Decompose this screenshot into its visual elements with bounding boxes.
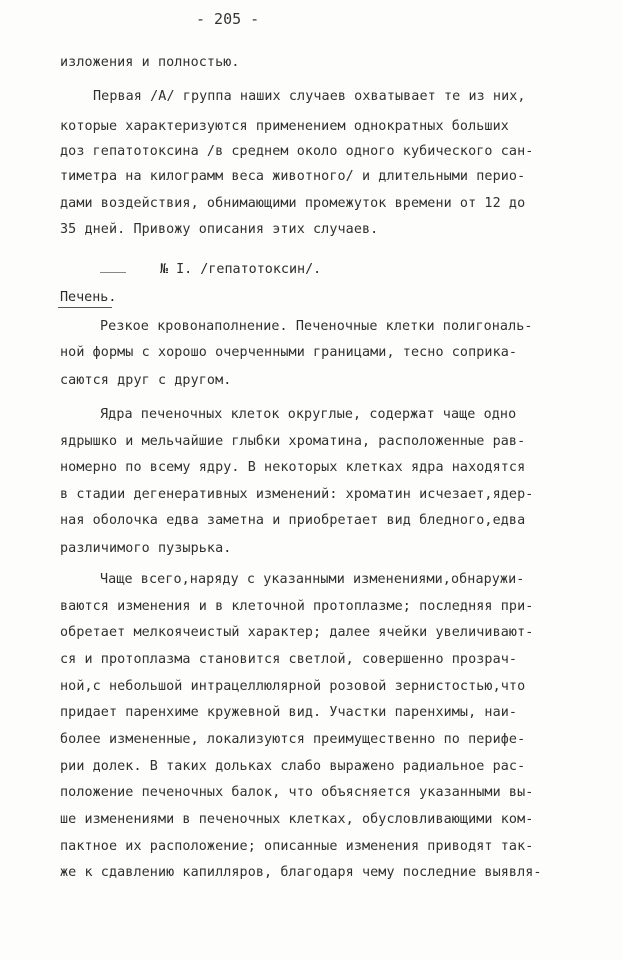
text-line: различимого пузырька. [60, 541, 232, 556]
text-line: рии долек. В таких дольках слабо выражено радиальное рас- [60, 759, 526, 774]
text-line: Чаще всего,наряду с указанными изменениями,обнаружи- [100, 572, 525, 587]
text-line: ся и протоплазма становится светлой, совершенно прозрач- [60, 652, 518, 667]
section-underline [58, 307, 112, 308]
text-line: придает паренхиме кружевной вид. Участки паренхимы, наи- [60, 705, 518, 720]
text-line: саются друг с другом. [60, 373, 232, 388]
text-line: 35 дней. Привожу описания этих случаев. [60, 222, 379, 237]
text-line: же к сдавлению капилляров, благодаря чему последние выявля- [60, 865, 542, 880]
text-line: ваются изменения и в клеточной протоплазме; последняя при- [60, 599, 534, 614]
text-line: ше изменениями в печеночных клетках, обусловливающими ком- [60, 812, 534, 827]
text-line: номерно по всему ядру. В некоторых клетках ядра находятся [60, 460, 526, 475]
text-line: ной,с небольшой интрацеллюлярной розовой зернистостью,что [60, 679, 526, 694]
intro-line: изложения и полностью. [60, 55, 240, 70]
text-line: более измененные, локализуются преимущественно по перифе- [60, 732, 526, 747]
page-number: - 205 - [196, 10, 260, 28]
text-line: ная оболочка едва заметна и приобретает вид бледного,едва [60, 513, 526, 528]
text-line: пактное их расположение; описанные изменения приводят так- [60, 839, 534, 854]
text-line: положение печеночных балок, что объясняется указанными вы- [60, 785, 534, 800]
text-line: Резкое кровонаполнение. Печеночные клетки полигональ- [100, 319, 533, 334]
text-line: ядрышко и мельчайшие глыбки хроматина, расположенные рав- [60, 434, 526, 449]
stray-mark [100, 272, 126, 273]
text-line: доз гепатотоксина /в среднем около одного кубического сан- [60, 144, 534, 159]
section-label: Печень. [60, 290, 117, 305]
text-line: дами воздействия, обнимающими промежуток времени от 12 до [60, 196, 526, 211]
text-line: Первая /А/ группа наших случаев охватывает те из них, [93, 89, 526, 104]
text-line: обретает мелкоячеистый характер; далее ячейки увеличивают- [60, 625, 534, 640]
text-line: которые характеризуются применением однократных больших [60, 119, 509, 134]
text-line: ной формы с хорошо очерченными границами, тесно соприка- [60, 345, 518, 360]
text-line: Ядра печеночных клеток округлые, содержат чаще одно [100, 407, 517, 422]
case-heading: № I. /гепатотоксин/. [160, 262, 322, 277]
text-line: в стадии дегенеративных изменений: хроматин исчезает,ядер- [60, 487, 534, 502]
text-line: тиметра на килограмм веса животного/ и длительными перио- [60, 169, 526, 184]
